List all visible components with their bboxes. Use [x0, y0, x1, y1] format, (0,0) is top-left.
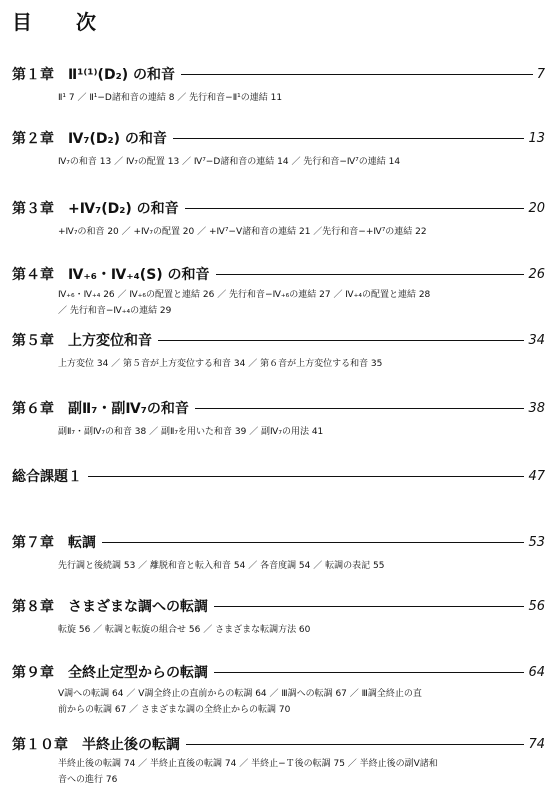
chapter-page-number: 47 — [528, 468, 545, 484]
chapter-heading-line — [12, 398, 545, 418]
chapter-subtopics: 副Ⅱ₇・副Ⅳ₇の和音 38 ／ 副Ⅱ₇を用いた和音 39 ／ 副Ⅳ₇の用法 41 — [58, 427, 324, 437]
chapter-7 — [12, 532, 545, 574]
leader-rule — [102, 542, 524, 543]
chapter-heading-line — [12, 128, 545, 148]
chapter-title: 総合課題１ — [12, 469, 82, 485]
chapter-page-number: 13 — [528, 130, 545, 146]
leader-rule — [158, 340, 524, 341]
chapter-page-number: 74 — [528, 736, 545, 752]
chapter-subtopics: Ⅴ調への転調 64 ／ Ⅴ調全終止の直前からの転調 64 ／ Ⅲ調への転調 67 ／ Ⅲ調全終止の直 — [58, 689, 422, 699]
chapter-subtopics-cont: 音への進行 76 — [58, 775, 118, 785]
leader-rule — [88, 476, 524, 477]
chapter-1 — [12, 64, 545, 106]
chapter-heading-line — [12, 662, 545, 682]
chapter-subtopics: Ⅱ¹ 7 ／ Ⅱ¹−D諸和音の連結 8 ／ 先行和音−Ⅱ¹の連結 11 — [58, 93, 283, 103]
leader-rule — [185, 208, 525, 209]
chapter-heading-line — [12, 64, 545, 84]
page-title: 目 次 — [12, 10, 108, 34]
chapter-page-number: 26 — [528, 266, 545, 282]
leader-rule — [181, 74, 533, 75]
chapter-heading-line — [12, 264, 545, 284]
chapter-title: 第９章 全終止定型からの転調 — [12, 665, 208, 681]
chapter-page-number: 7 — [536, 66, 545, 82]
leader-rule — [214, 606, 524, 607]
chapter-page-number: 38 — [528, 400, 545, 416]
chapter-subtopics: 先行調と後続調 53 ／ 離脱和音と転入和音 54 ／ 各音度調 54 ／ 転調の表記 55 — [58, 561, 385, 571]
leader-rule — [186, 744, 524, 745]
chapter-page-number: 64 — [528, 664, 545, 680]
chapter-8 — [12, 596, 545, 638]
chapter-heading-line — [12, 198, 545, 218]
chapter-subtopics: Ⅳ₊₆・Ⅳ₊₄ 26 ／ Ⅳ₊₆の配置と連結 26 ／ 先行和音−Ⅳ₊₆の連結 27 ／ Ⅳ₊₄の配置と連結 28 — [58, 290, 431, 300]
chapter-title: 第８章 さまざまな調への転調 — [12, 599, 208, 615]
chapter-3 — [12, 198, 545, 240]
chapter-subtopics: 上方変位 34 ／ 第５音が上方変位する和音 34 ／ 第６音が上方変位する和音 35 — [58, 359, 383, 369]
chapter-page-number: 56 — [528, 598, 545, 614]
leader-rule — [173, 138, 525, 139]
leader-rule — [216, 274, 525, 275]
chapter-4 — [12, 264, 545, 319]
leader-rule — [214, 672, 524, 673]
chapter-2 — [12, 128, 545, 170]
chapter-title: 第３章 +Ⅳ₇(D₂) の和音 — [12, 201, 179, 217]
chapter-9 — [12, 662, 545, 718]
chapter-subtopics: +Ⅳ₇の和音 20 ／ +Ⅳ₇の配置 20 ／ +Ⅳ⁷−Ⅴ諸和音の連結 21 ／先行和音−+Ⅳ⁷の連結 22 — [58, 227, 427, 237]
chapter-6 — [12, 398, 545, 440]
chapter-subtopics: 転旋 56 ／ 転調と転旋の組合せ 56 ／ さまざまな転調方法 60 — [58, 625, 311, 635]
chapter-page-number: 53 — [528, 534, 545, 550]
chapter-10 — [12, 734, 545, 788]
chapter-subtopics-cont: ／ 先行和音−Ⅳ₊₄の連結 29 — [58, 306, 172, 316]
chapter-subtopics: 半終止後の転調 74 ／ 半終止直後の転調 74 ／ 半終止−Ｔ後の転調 75 ／ 半終止後の副Ⅴ諸和 — [58, 759, 438, 769]
chapter-subtopics: Ⅳ₇の和音 13 ／ Ⅳ₇の配置 13 ／ Ⅳ⁷−D諸和音の連結 14 ／ 先行和音−Ⅳ⁷の連結 14 — [58, 157, 401, 167]
chapter-title: 第４章 Ⅳ₊₆・Ⅳ₊₄(S) の和音 — [12, 267, 210, 283]
chapter-page-number: 20 — [528, 200, 545, 216]
chapter-title: 第６章 副Ⅱ₇・副Ⅳ₇の和音 — [12, 401, 189, 417]
review-section-1 — [12, 466, 545, 486]
chapter-heading-line — [12, 734, 545, 754]
chapter-heading-line — [12, 596, 545, 616]
chapter-title: 第１章 Ⅱ¹⁽¹⁾(D₂) の和音 — [12, 67, 175, 83]
chapter-heading-line — [12, 466, 545, 486]
chapter-heading-line — [12, 330, 545, 350]
chapter-5 — [12, 330, 545, 372]
chapter-title: 第２章 Ⅳ₇(D₂) の和音 — [12, 131, 167, 147]
chapter-subtopics-cont: 前からの転調 67 ／ さまざまな調の全終止からの転調 70 — [58, 705, 291, 715]
chapter-title: 第５章 上方変位和音 — [12, 333, 152, 349]
chapter-title: 第１０章 半終止後の転調 — [12, 737, 180, 753]
leader-rule — [195, 408, 525, 409]
chapter-heading-line — [12, 532, 545, 552]
chapter-page-number: 34 — [528, 332, 545, 348]
chapter-title: 第７章 転調 — [12, 535, 96, 551]
